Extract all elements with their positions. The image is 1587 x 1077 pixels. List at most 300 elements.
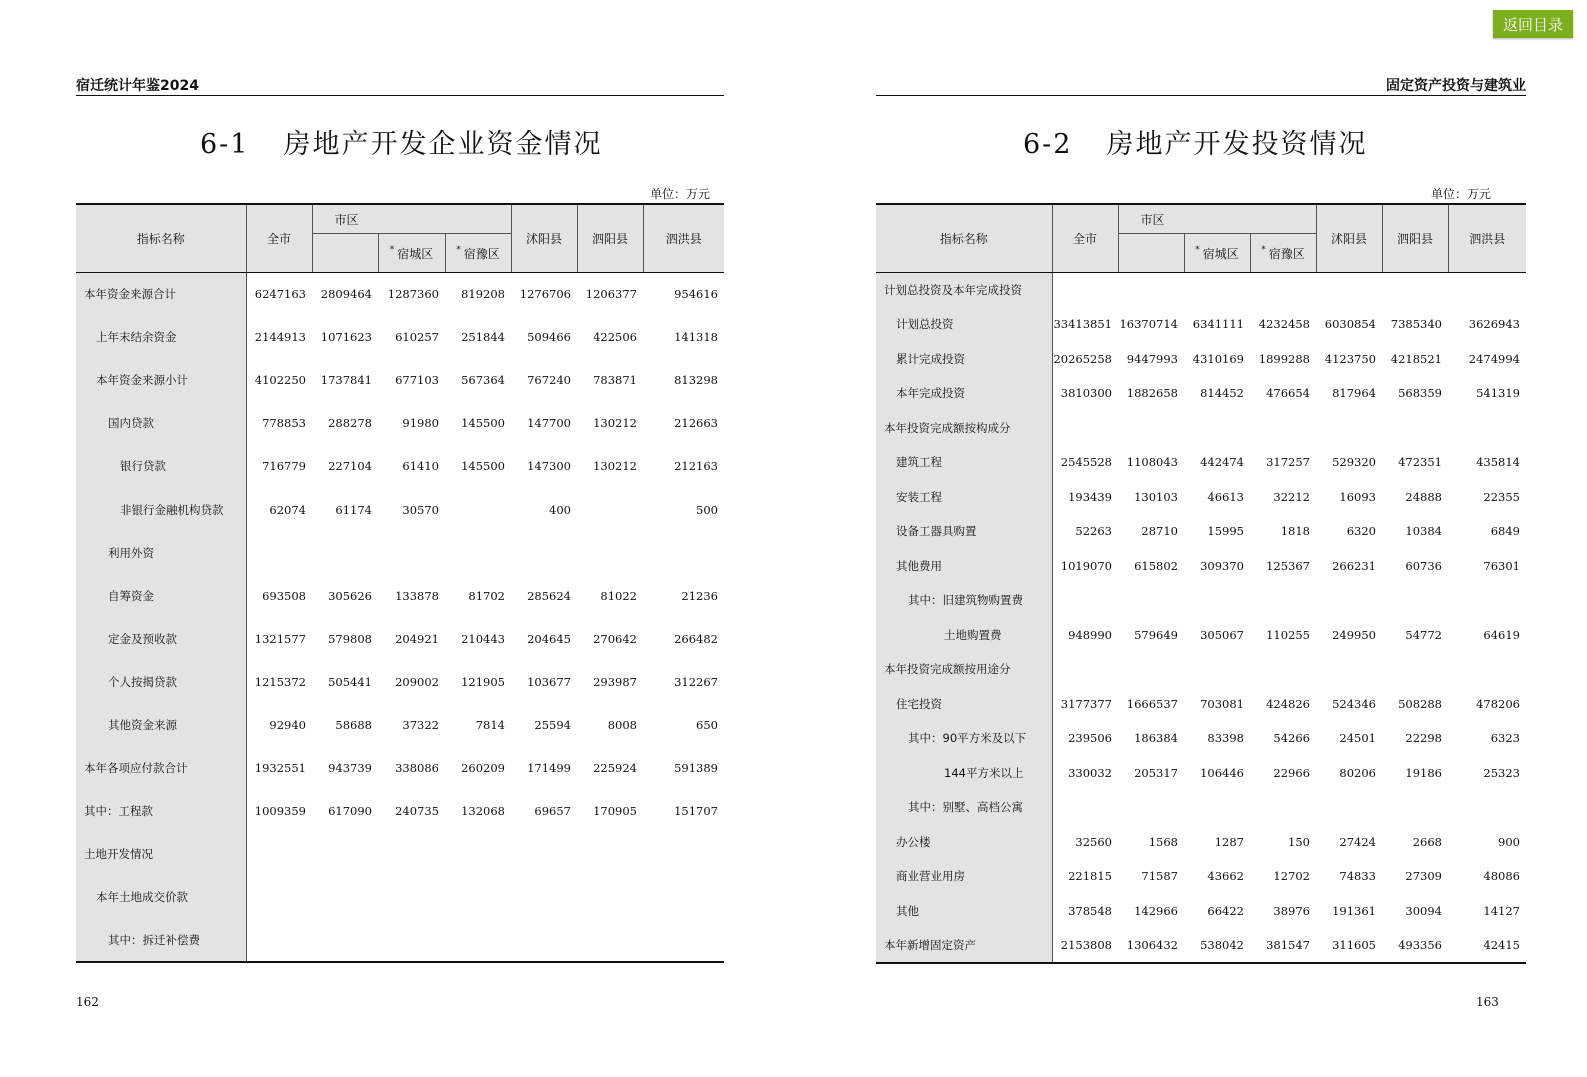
cell-value	[246, 919, 312, 962]
table-row	[76, 876, 724, 919]
cell-value: 305067	[1200, 627, 1244, 642]
cell-value: 6320	[1346, 524, 1376, 539]
cell-value: 948990	[1068, 627, 1112, 642]
cell-value: 28710	[1141, 524, 1178, 539]
cell-value: 42415	[1448, 928, 1526, 963]
cell-value	[1316, 411, 1382, 446]
cell-value: 27309	[1405, 869, 1442, 884]
cell-value: 1568	[1148, 834, 1178, 849]
cell-value: 3177377	[1060, 696, 1112, 711]
cell-value: 266482	[674, 631, 718, 646]
cell-value: 1287	[1214, 834, 1244, 849]
cell-value	[1184, 790, 1250, 825]
cell-value	[1118, 411, 1184, 446]
cell-value: 30570	[402, 502, 439, 517]
table-row	[876, 514, 1526, 549]
header-city: 全市	[246, 204, 312, 273]
cell-value: 783871	[593, 373, 637, 388]
cell-value	[445, 531, 511, 574]
cell-value: 125367	[1266, 558, 1310, 573]
cell-value	[1316, 583, 1382, 618]
cell-value: 205317	[1134, 765, 1178, 780]
table-row	[76, 919, 724, 962]
cell-value: 493356	[1382, 928, 1448, 963]
row-label: 本年资金来源合计	[76, 273, 246, 316]
cell-value: 22298	[1405, 731, 1442, 746]
cell-value: 22966	[1273, 765, 1310, 780]
table-row	[876, 928, 1526, 963]
cell-value: 703081	[1200, 696, 1244, 711]
cell-value: 251844	[461, 330, 505, 345]
cell-value: 617090	[328, 804, 372, 819]
cell-value	[1118, 790, 1184, 825]
cell-value: 7385340	[1390, 317, 1442, 332]
cell-value: 204921	[395, 631, 439, 646]
cell-value: 677103	[395, 373, 439, 388]
cell-value: 1009359	[254, 804, 306, 819]
table-row	[876, 342, 1526, 377]
cell-value	[1448, 411, 1526, 446]
row-label: 计划总投资及本年完成投资	[876, 273, 1052, 308]
cell-value: 69657	[534, 804, 571, 819]
cell-value: 6030854	[1324, 317, 1376, 332]
cell-value	[445, 833, 511, 876]
row-label: 设备工器具购置	[876, 514, 1052, 549]
cell-value: 693508	[262, 588, 306, 603]
cell-value: 1306432	[1118, 928, 1184, 963]
table-number: 6-2	[1023, 129, 1073, 160]
cell-value: 472351	[1398, 455, 1442, 470]
table-row	[76, 703, 724, 746]
cell-value	[312, 876, 378, 919]
table-row	[876, 652, 1526, 687]
cell-value: 1882658	[1126, 386, 1178, 401]
cell-value	[643, 919, 724, 962]
header-c6: 泗洪县	[1448, 204, 1526, 273]
cell-value: 16093	[1339, 489, 1376, 504]
cell-value: 14127	[1483, 903, 1520, 918]
cell-value: 46613	[1207, 489, 1244, 504]
cell-value: 52263	[1075, 524, 1112, 539]
header-urban-blank	[1118, 234, 1184, 273]
table-title-text: 房地产开发投资情况	[1106, 129, 1368, 160]
header-sub2: * 宿豫区	[445, 234, 511, 273]
table-row	[876, 687, 1526, 722]
cell-value: 193439	[1068, 489, 1112, 504]
header-c4: 沭阳县	[1316, 204, 1382, 273]
cell-value: 61174	[335, 502, 372, 517]
table-row	[76, 316, 724, 359]
cell-value: 227104	[328, 459, 372, 474]
cell-value: 221815	[1068, 869, 1112, 884]
cell-value: 305626	[328, 588, 372, 603]
row-label: 土地开发情况	[76, 833, 246, 876]
row-label: 定金及预收款	[76, 617, 246, 660]
cell-value	[445, 919, 511, 962]
cell-value: 943739	[328, 761, 372, 776]
cell-value: 400	[549, 502, 571, 517]
cell-value: 435814	[1476, 455, 1520, 470]
cell-value	[1382, 790, 1448, 825]
cell-value: 212663	[674, 416, 718, 431]
cell-value: 508288	[1398, 696, 1442, 711]
cell-value: 141318	[674, 330, 718, 345]
table-row	[876, 618, 1526, 653]
cell-value: 170905	[593, 804, 637, 819]
cell-value	[1250, 583, 1316, 618]
cell-value: 10384	[1405, 524, 1442, 539]
cell-value: 2153808	[1052, 928, 1118, 963]
cell-value: 538042	[1184, 928, 1250, 963]
cell-value: 66422	[1207, 903, 1244, 918]
row-label: 本年新增固定资产	[876, 928, 1052, 963]
cell-value: 71587	[1141, 869, 1178, 884]
row-label: 本年各项应付款合计	[76, 747, 246, 790]
cell-value: 103677	[527, 674, 571, 689]
cell-value: 61410	[402, 459, 439, 474]
cell-value	[378, 531, 445, 574]
row-label: 个人按揭贷款	[76, 660, 246, 703]
cell-value: 524346	[1332, 696, 1376, 711]
row-label: 其他费用	[876, 549, 1052, 584]
table-row	[876, 307, 1526, 342]
cell-value: 4218521	[1390, 351, 1442, 366]
cell-value	[511, 833, 577, 876]
back-to-contents-button[interactable]: 返回目录	[1493, 10, 1573, 38]
cell-value: 33413851	[1053, 317, 1112, 332]
header-urban: 市区	[1118, 204, 1316, 234]
cell-value: 80206	[1339, 765, 1376, 780]
row-label: 其他	[876, 894, 1052, 929]
row-label: 其中：90平方米及以下	[876, 721, 1052, 756]
cell-value: 145500	[461, 459, 505, 474]
cell-value: 317257	[1266, 455, 1310, 470]
cell-value: 24888	[1405, 489, 1442, 504]
cell-value	[1118, 583, 1184, 618]
cell-value: 650	[696, 717, 718, 732]
cell-value	[511, 919, 577, 962]
cell-value: 422506	[593, 330, 637, 345]
cell-value: 106446	[1200, 765, 1244, 780]
cell-value: 293987	[593, 674, 637, 689]
cell-value	[1316, 790, 1382, 825]
table-row	[76, 660, 724, 703]
cell-value: 1287360	[387, 287, 439, 302]
row-label: 本年完成投资	[876, 376, 1052, 411]
cell-value	[246, 876, 312, 919]
data-table-left	[76, 203, 724, 963]
cell-value: 54266	[1273, 731, 1310, 746]
cell-value: 541319	[1476, 386, 1520, 401]
cell-value: 210443	[461, 631, 505, 646]
cell-value: 509466	[527, 330, 571, 345]
cell-value: 4102250	[254, 373, 306, 388]
cell-value: 171499	[527, 761, 571, 776]
table-row	[876, 480, 1526, 515]
row-label: 144平方米以上	[876, 756, 1052, 791]
cell-value	[378, 876, 445, 919]
cell-value: 9447993	[1126, 351, 1178, 366]
cell-value	[246, 531, 312, 574]
cell-value: 19186	[1405, 765, 1442, 780]
page-number-right: 163	[1476, 995, 1499, 1009]
cell-value	[1052, 790, 1118, 825]
cell-value: 311605	[1316, 928, 1382, 963]
cell-value	[1052, 411, 1118, 446]
cell-value	[1052, 583, 1118, 618]
cell-value	[445, 488, 511, 531]
cell-value: 288278	[328, 416, 372, 431]
cell-value: 145500	[461, 416, 505, 431]
cell-value: 819208	[461, 287, 505, 302]
cell-value: 6849	[1490, 524, 1520, 539]
cell-value: 6323	[1490, 731, 1520, 746]
cell-value: 81022	[600, 588, 637, 603]
cell-value	[445, 876, 511, 919]
cell-value	[378, 919, 445, 962]
cell-value: 778853	[262, 416, 306, 431]
cell-value: 133878	[395, 588, 439, 603]
cell-value	[511, 876, 577, 919]
cell-value: 1108043	[1126, 455, 1178, 470]
header-c6: 泗洪县	[643, 204, 724, 273]
cell-value: 15995	[1207, 524, 1244, 539]
cell-value: 476654	[1266, 386, 1310, 401]
cell-value	[378, 833, 445, 876]
row-label: 安装工程	[876, 480, 1052, 515]
cell-value: 424826	[1266, 696, 1310, 711]
cell-value: 1215372	[254, 674, 306, 689]
cell-value: 568359	[1398, 386, 1442, 401]
row-label: 土地购置费	[876, 618, 1052, 653]
cell-value: 191361	[1332, 903, 1376, 918]
table-row	[76, 833, 724, 876]
cell-value: 814452	[1200, 386, 1244, 401]
cell-value: 239506	[1068, 731, 1112, 746]
cell-value	[1118, 273, 1184, 308]
cell-value: 6341111	[1192, 317, 1244, 332]
cell-value: 60736	[1405, 558, 1442, 573]
cell-value: 567364	[461, 373, 505, 388]
cell-value: 25594	[534, 717, 571, 732]
cell-value	[1250, 273, 1316, 308]
cell-value: 225924	[593, 761, 637, 776]
cell-value: 260209	[461, 761, 505, 776]
row-label: 银行贷款	[76, 445, 246, 488]
cell-value: 32212	[1273, 489, 1310, 504]
cell-value	[1052, 273, 1118, 308]
cell-value: 266231	[1332, 558, 1376, 573]
cell-value	[577, 919, 643, 962]
table-row	[76, 617, 724, 660]
header-urban-blank	[312, 234, 378, 273]
table-row	[876, 756, 1526, 791]
cell-value	[643, 531, 724, 574]
row-label: 商业营业用房	[876, 859, 1052, 894]
cell-value: 24501	[1339, 731, 1376, 746]
cell-value: 2809464	[320, 287, 372, 302]
cell-value: 285624	[527, 588, 571, 603]
cell-value: 16370714	[1119, 317, 1178, 332]
row-label: 自筹资金	[76, 574, 246, 617]
cell-value	[1184, 273, 1250, 308]
header-c5: 泗阳县	[577, 204, 643, 273]
cell-value: 110255	[1266, 627, 1310, 642]
cell-value: 2144913	[254, 330, 306, 345]
cell-value: 37322	[402, 717, 439, 732]
table-row	[876, 549, 1526, 584]
row-label: 住宅投资	[876, 687, 1052, 722]
cell-value: 1276706	[519, 287, 571, 302]
cell-value: 25323	[1483, 765, 1520, 780]
cell-value	[1316, 273, 1382, 308]
cell-value	[246, 833, 312, 876]
cell-value: 240735	[395, 804, 439, 819]
cell-value: 529320	[1332, 455, 1376, 470]
cell-value: 32560	[1075, 834, 1112, 849]
table-row	[876, 445, 1526, 480]
cell-value: 1666537	[1126, 696, 1178, 711]
cell-value: 591389	[674, 761, 718, 776]
cell-value: 330032	[1068, 765, 1112, 780]
running-head-left: 宿迁统计年鉴2024	[76, 75, 724, 96]
cell-value: 130212	[593, 416, 637, 431]
cell-value: 121905	[461, 674, 505, 689]
row-label: 本年资金来源小计	[76, 359, 246, 402]
row-label: 本年土地成交价款	[76, 876, 246, 919]
cell-value: 505441	[328, 674, 372, 689]
cell-value: 378548	[1068, 903, 1112, 918]
header-name: 指标名称	[76, 204, 246, 273]
cell-value	[312, 531, 378, 574]
row-label: 建筑工程	[876, 445, 1052, 480]
cell-value	[1184, 652, 1250, 687]
header-c4: 沭阳县	[511, 204, 577, 273]
row-label: 本年投资完成额按用途分	[876, 652, 1052, 687]
table-row	[876, 790, 1526, 825]
cell-value	[1448, 790, 1526, 825]
row-label: 办公楼	[876, 825, 1052, 860]
cell-value	[511, 531, 577, 574]
cell-value: 147700	[527, 416, 571, 431]
cell-value: 813298	[674, 373, 718, 388]
row-label: 计划总投资	[876, 307, 1052, 342]
cell-value: 6247163	[254, 287, 306, 302]
table-row	[876, 859, 1526, 894]
cell-value: 954616	[674, 287, 718, 302]
cell-value: 309370	[1200, 558, 1244, 573]
cell-value: 1899288	[1258, 351, 1310, 366]
cell-value: 817964	[1332, 386, 1376, 401]
table-row	[876, 583, 1526, 618]
cell-value: 76301	[1483, 558, 1520, 573]
table-row	[76, 488, 724, 531]
cell-value: 8008	[607, 717, 637, 732]
header-c5: 泗阳县	[1382, 204, 1448, 273]
cell-value: 900	[1498, 834, 1520, 849]
cell-value: 3626943	[1468, 317, 1520, 332]
table-row	[876, 411, 1526, 446]
table-row	[76, 445, 724, 488]
cell-value: 312267	[674, 674, 718, 689]
cell-value	[1382, 583, 1448, 618]
cell-value: 92940	[269, 717, 306, 732]
cell-value	[1052, 652, 1118, 687]
table-row	[876, 825, 1526, 860]
cell-value: 4123750	[1324, 351, 1376, 366]
cell-value: 204645	[527, 631, 571, 646]
table-row	[76, 359, 724, 402]
cell-value: 62074	[269, 502, 306, 517]
row-label: 其中：别墅、高档公寓	[876, 790, 1052, 825]
cell-value: 91980	[402, 416, 439, 431]
header-city: 全市	[1052, 204, 1118, 273]
cell-value: 83398	[1207, 731, 1244, 746]
cell-value: 132068	[461, 804, 505, 819]
cell-value	[312, 833, 378, 876]
row-label: 国内贷款	[76, 402, 246, 445]
table-row	[76, 747, 724, 790]
cell-value: 1818	[1280, 524, 1310, 539]
cell-value: 130103	[1134, 489, 1178, 504]
cell-value: 147300	[527, 459, 571, 474]
cell-value	[1448, 652, 1526, 687]
cell-value	[643, 833, 724, 876]
row-label: 本年投资完成额按构成分	[876, 411, 1052, 446]
cell-value	[1448, 273, 1526, 308]
cell-value: 1321577	[254, 631, 306, 646]
cell-value: 151707	[674, 804, 718, 819]
cell-value: 64619	[1483, 627, 1520, 642]
cell-value: 43662	[1207, 869, 1244, 884]
table-row	[76, 273, 724, 316]
header-sub1: * 宿城区	[378, 234, 445, 273]
table-row	[876, 376, 1526, 411]
row-label: 其中：工程款	[76, 790, 246, 833]
cell-value: 478206	[1476, 696, 1520, 711]
cell-value	[1184, 411, 1250, 446]
cell-value: 2668	[1412, 834, 1442, 849]
cell-value: 500	[696, 502, 718, 517]
cell-value: 338086	[395, 761, 439, 776]
table-row	[76, 531, 724, 574]
cell-value: 610257	[395, 330, 439, 345]
cell-value	[1250, 790, 1316, 825]
row-label: 其中：拆迁补偿费	[76, 919, 246, 962]
row-label: 上年末结余资金	[76, 316, 246, 359]
cell-value: 74833	[1339, 869, 1376, 884]
table-row	[876, 894, 1526, 929]
cell-value: 767240	[527, 373, 571, 388]
cell-value: 442474	[1200, 455, 1244, 470]
unit-label: 单位：万元	[1431, 187, 1492, 201]
cell-value	[1250, 411, 1316, 446]
cell-value: 48086	[1483, 869, 1520, 884]
running-head-right: 固定资产投资与建筑业	[876, 75, 1526, 96]
header-sub1: * 宿城区	[1184, 234, 1250, 273]
cell-value: 3810300	[1060, 386, 1112, 401]
cell-value: 22355	[1483, 489, 1520, 504]
cell-value: 12702	[1273, 869, 1310, 884]
header-sub2: * 宿豫区	[1250, 234, 1316, 273]
cell-value: 2474994	[1468, 351, 1520, 366]
cell-value: 150	[1288, 834, 1310, 849]
cell-value	[312, 919, 378, 962]
cell-value: 579808	[328, 631, 372, 646]
cell-value: 21236	[681, 588, 718, 603]
unit-label: 单位：万元	[650, 187, 711, 201]
cell-value: 142966	[1134, 903, 1178, 918]
